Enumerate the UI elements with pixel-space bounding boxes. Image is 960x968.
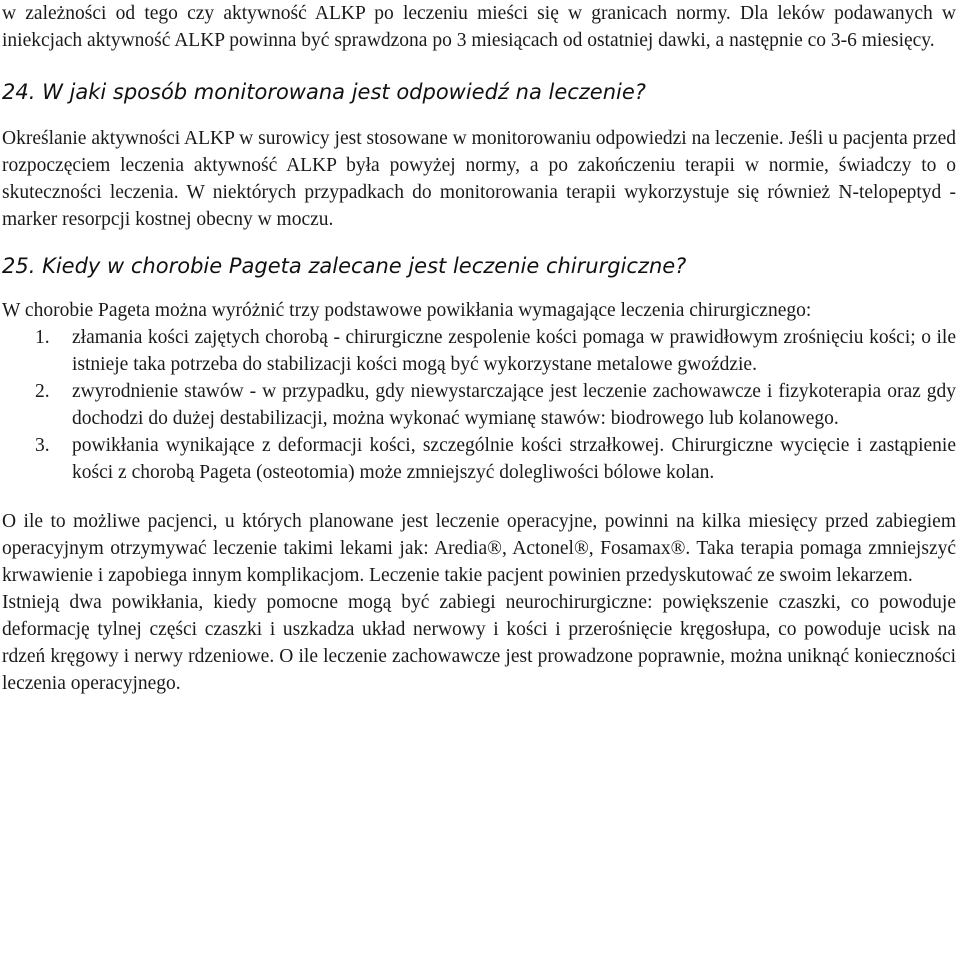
list-item-text: złamania kości zajętych chorobą - chirurgiczne zespolenie kości pomaga w prawidłowym zrośnięciu kości; o ile istnieje taka potrzeba do stabilizacji kości mogą być wykorzystane metalowe gwoździe. bbox=[72, 327, 956, 375]
list-item-number: 2. bbox=[35, 381, 50, 402]
list-item bbox=[2, 432, 956, 486]
list-item-text: zwyrodnienie stawów - w przypadku, gdy niewystarczające jest leczenie zachowawcze i fizykoterapia oraz gdy dochodzi do dużej destabilizacji, można wykonać wymianę stawów: biodrowego lub kolanowego. bbox=[72, 381, 956, 429]
list-item-text: powikłania wynikające z deformacji kości, szczególnie kości strzałkowej. Chirurgiczne wycięcie i zastąpienie kości z chorobą Pageta (osteotomia) może zmniejszyć dolegliwości bólowe kolan. bbox=[72, 435, 956, 483]
operative-treatment-paragraph: O ile to możliwe pacjenci, u których planowane jest leczenie operacyjne, powinni na kilka miesięcy przed zabiegiem operacyjnym otrzymywać leczenie takimi lekami jak: Aredia®, Actonel®, Fosamax®. Taka terapia pomaga zmniejszyć krwawienie i zapobiega innym komplikacjom. Leczenie takie pacjent powinien przedyskutować ze swoim lekarzem. bbox=[2, 511, 956, 586]
section-24-body: Określanie aktywności ALKP w surowicy jest stosowane w monitorowaniu odpowiedzi na leczenie. Jeśli u pacjenta przed rozpoczęciem leczenia aktywność ALKP była powyżej normy, a po zakończeniu terapii w normie, świadczy to o skuteczności leczenia. W niektórych przypadkach do monitorowania terapii wykorzystuje się również N-telopeptyd - marker resorpcji kostnej obecny w moczu. bbox=[2, 128, 956, 230]
section-24-heading: 24. W jaki sposób monitorowana jest odpowiedź na leczenie? bbox=[2, 80, 646, 104]
section-25-heading: 25. Kiedy w chorobie Pageta zalecane jest leczenie chirurgiczne? bbox=[2, 254, 687, 278]
complications-list bbox=[2, 324, 956, 486]
intro-paragraph: w zależności od tego czy aktywność ALKP po leczeniu mieści się w granicach normy. Dla leków podawanych w iniekcjach aktywność ALKP powinna być sprawdzona po 3 miesiącach od ostatniej dawki, a następnie co 3-6 miesięcy. bbox=[2, 3, 956, 51]
list-item bbox=[2, 324, 956, 378]
neurosurgery-paragraph: Istnieją dwa powikłania, kiedy pomocne mogą być zabiegi neurochirurgiczne: powiększenie czaszki, co powoduje deformację tylnej części czaszki i uszkadza układ nerwowy i kości i przerośnięcie kręgosłupa, co powoduje ucisk na rdzeń kręgowy i nerwy rdzeniowe. O ile leczenie zachowawcze jest prowadzone poprawnie, można uniknąć konieczności leczenia operacyjnego. bbox=[2, 592, 956, 694]
list-item-number: 1. bbox=[35, 327, 50, 348]
section-25-intro: W chorobie Pageta można wyróżnić trzy podstawowe powikłania wymagające leczenia chirurgicznego: bbox=[2, 300, 812, 321]
list-item bbox=[2, 378, 956, 432]
list-item-number: 3. bbox=[35, 435, 50, 456]
